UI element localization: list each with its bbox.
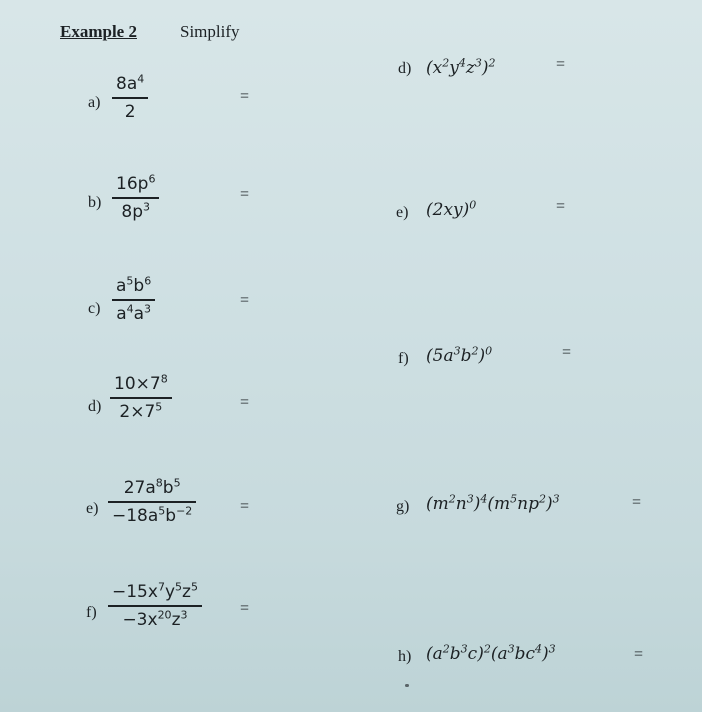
question-a-label: a) — [88, 94, 101, 111]
question-f-equals: = — [240, 600, 250, 617]
question-right-f-equals: = — [562, 344, 572, 361]
question-f-denominator: $-3x^{20}z^3$ — [122, 608, 188, 630]
question-f-fraction — [108, 582, 202, 630]
question-right-g-label: g) — [396, 498, 410, 515]
question-b-label: b) — [88, 194, 102, 211]
question-e-equals: = — [240, 498, 250, 515]
question-c-fraction — [112, 276, 155, 324]
question-right-h-label: h) — [398, 648, 412, 665]
question-right-e-label: e) — [396, 204, 409, 221]
question-b-numerator: $16p^6$ — [116, 172, 156, 194]
question-b-equals: = — [240, 186, 250, 203]
question-e-fraction — [108, 478, 196, 526]
question-a-denominator: 2 — [124, 102, 136, 122]
instruction-text: Simplify — [180, 22, 240, 41]
question-d-denominator: $2\times 7^5$ — [119, 400, 163, 422]
paper-speck — [405, 684, 409, 687]
example-heading: Example 2 — [60, 22, 137, 41]
question-right-g-expression: $(m^2n^3)^4(m^5np^2)^3$ — [426, 492, 560, 514]
question-right-f-label: f) — [398, 350, 409, 367]
question-e-label: e) — [86, 500, 99, 517]
question-d-equals: = — [240, 394, 250, 411]
question-c-denominator: $a^4a^3$ — [116, 302, 152, 324]
question-e-numerator: $27a^8b^5$ — [123, 476, 181, 498]
question-b-fraction — [112, 174, 159, 222]
question-d-label: d) — [88, 398, 102, 415]
question-f-numerator: $-15x^7y^5z^5$ — [112, 580, 198, 602]
question-right-h-expression: $(a^2b^3c)^2(a^3bc^4)^3$ — [426, 642, 556, 664]
question-a-equals: = — [240, 88, 250, 105]
question-a-numerator: $8a^4$ — [116, 72, 145, 94]
question-right-d-equals: = — [556, 56, 566, 73]
question-right-g-equals: = — [632, 494, 642, 511]
question-d-numerator: $10\times 7^8$ — [114, 372, 168, 394]
question-right-e-expression: $(2xy)^0$ — [426, 198, 477, 220]
question-right-f-expression: $(5a^3b^2)^0$ — [426, 344, 493, 366]
question-f-label: f) — [86, 604, 97, 621]
question-a-fraction — [112, 74, 148, 122]
question-right-d-expression: $(x^2y^4z^3)^2$ — [426, 56, 496, 78]
question-right-e-equals: = — [556, 198, 566, 215]
question-b-denominator: $8p^3$ — [121, 200, 151, 222]
question-c-equals: = — [240, 292, 250, 309]
question-c-numerator: $a^5b^6$ — [116, 274, 152, 296]
question-right-h-equals: = — [634, 646, 644, 663]
question-d-fraction — [110, 374, 172, 422]
question-right-d-label: d) — [398, 60, 412, 77]
question-e-denominator: $-18a^5b^{-2}$ — [112, 504, 193, 526]
question-c-label: c) — [88, 300, 101, 317]
